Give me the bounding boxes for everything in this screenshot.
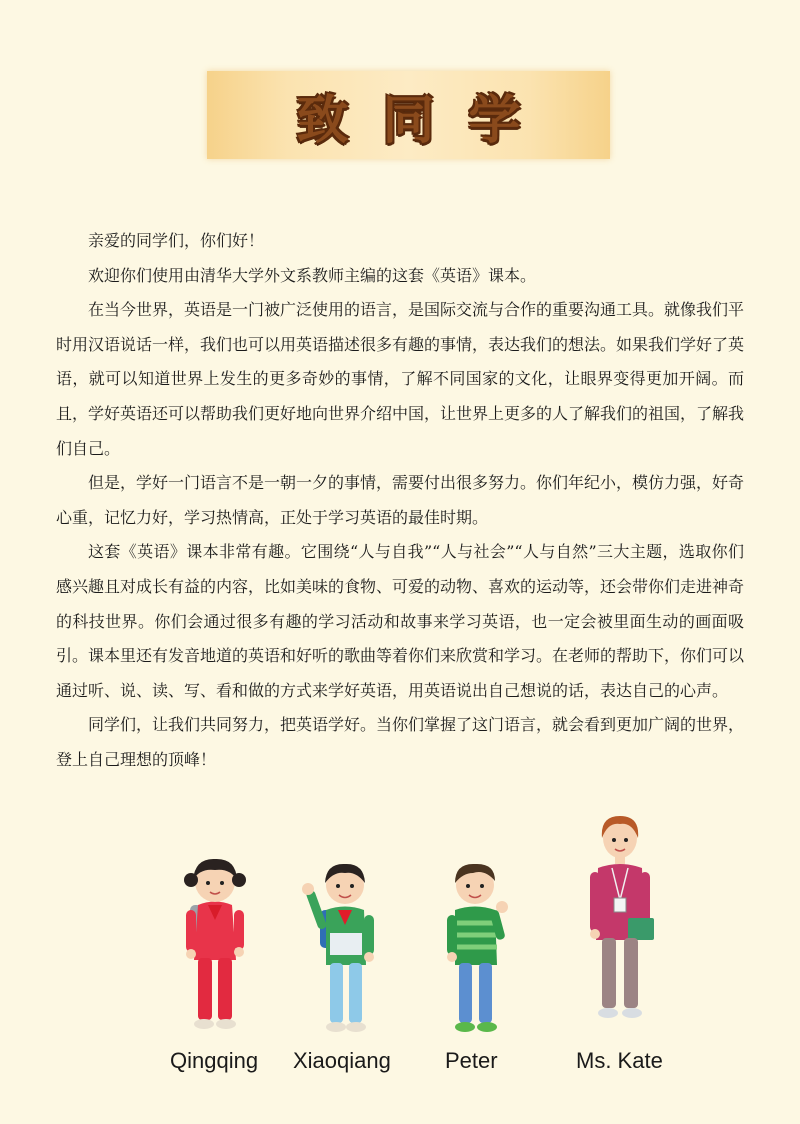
letter-greeting: 亲爱的同学们，你们好！: [88, 231, 265, 250]
title-banner: [207, 71, 610, 159]
teacher-illustration: [570, 810, 670, 1040]
character-qingqing: [160, 850, 270, 1040]
letter-paragraph: 欢迎你们使用由清华大学外文系教师主编的这套《英语》课本。: [88, 265, 537, 285]
character-ms-kate: [570, 810, 670, 1040]
character-name: Xiaoqiang: [293, 1048, 391, 1073]
character-xiaoqiang: [290, 855, 400, 1040]
letter-closing: 同学们，让我们共同努力，把英语学好。当你们掌握了这门语言，就会看到更加广阔的世界，登上自己理想的顶峰！: [56, 715, 745, 769]
character-lineup: [0, 800, 800, 1100]
letter-paragraph: 但是，学好一门语言不是一朝一夕的事情，需要付出很多努力。你们年纪小，模仿力强，好奇心重，记忆力好，学习热情高，正处于学习英语的最佳时期。: [56, 473, 745, 527]
letter-paragraph: 在当今世界，英语是一门被广泛使用的语言，是国际交流与合作的重要沟通工具。就像我们平时用汉语说话一样，我们也可以用英语描述很多有趣的事情，表达我们的想法。如果我们学好了英语，就可以知道世界上发生的更多奇妙的事情，了解不同国家的文化，让眼界变得更加开阔。而且，学好英语还可以帮助我们更好地向世界介绍中国，让世界上更多的人了解我们的祖国，了解我们自己。: [56, 300, 745, 458]
boy-illustration: [290, 855, 400, 1040]
page-title: 致同学: [296, 78, 554, 153]
character-name: Peter: [445, 1048, 498, 1073]
character-peter: [425, 855, 525, 1040]
character-name: Ms. Kate: [576, 1048, 663, 1073]
character-name: Qingqing: [170, 1048, 259, 1073]
girl-illustration: [160, 850, 270, 1040]
boy-illustration: [425, 855, 525, 1040]
letter-body: [56, 224, 744, 778]
letter-paragraph: 这套《英语》课本非常有趣。它围绕“人与自我”“人与社会”“人与自然”三大主题，选取你们感兴趣且对成长有益的内容，比如美味的食物、可爱的动物、喜欢的运动等，还会带你们走进神奇的科技世界。你们会通过很多有趣的学习活动和故事来学习英语，也一定会被里面生动的画面吸引。课本里还有发音地道的英语和好听的歌曲等着你们来欣赏和学习。在老师的帮助下，你们可以通过听、说、读、写、看和做的方式来学好英语，用英语说出自己想说的话，表达自己的心声。: [56, 542, 745, 700]
